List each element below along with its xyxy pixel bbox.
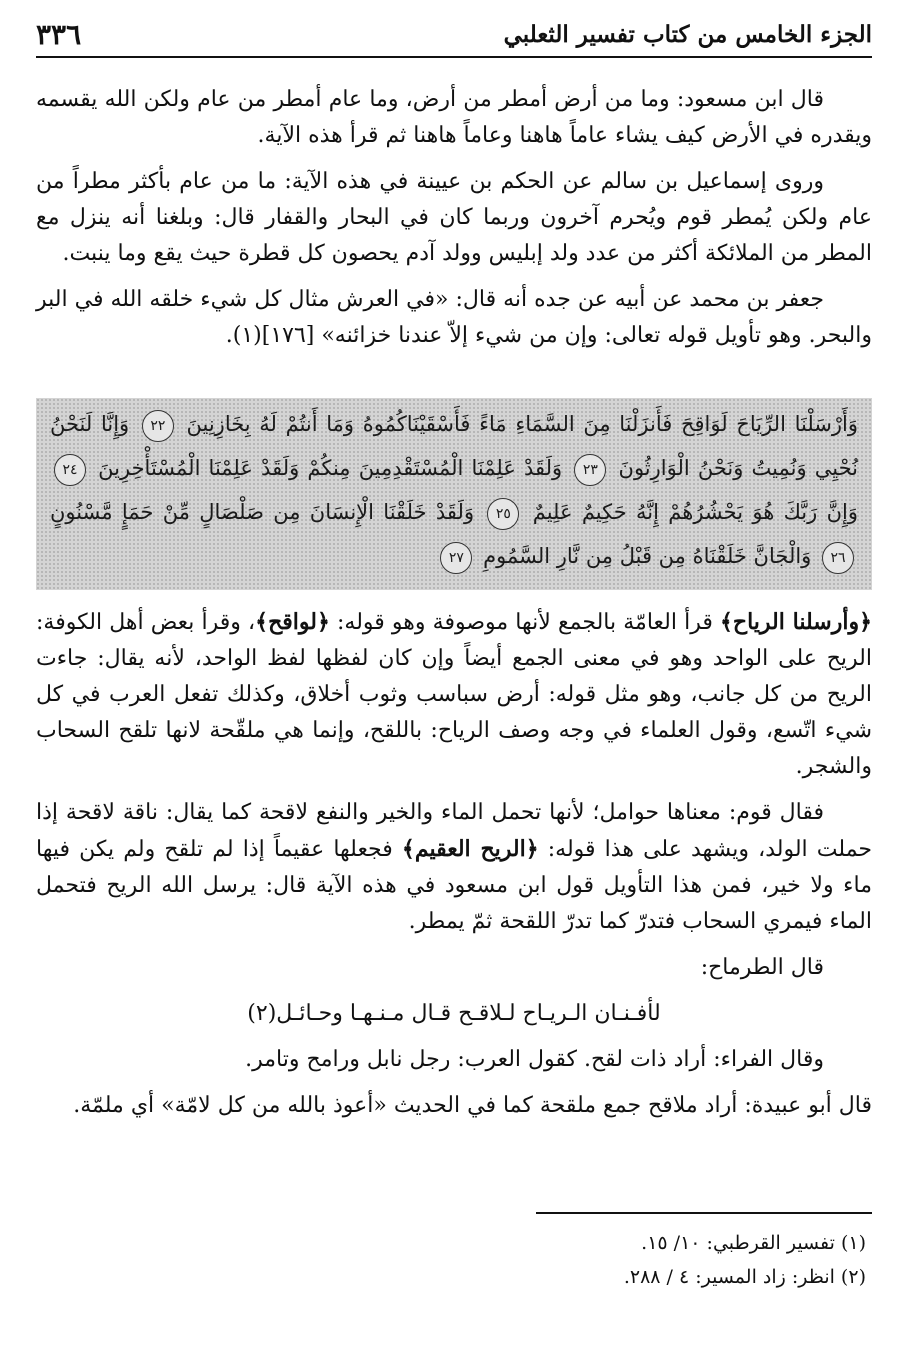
- quran-verses-box: [36, 398, 872, 590]
- verse-marker-24: ٢٤: [54, 454, 86, 486]
- verse-26: وَلَقَدْ خَلَقْنَا الْإِنسَانَ مِن صَلْصَالٍ مِّنْ حَمَإٍ مَّسْنُونٍ: [50, 500, 475, 524]
- verse-25: وَإِنَّ رَبَّكَ هُوَ يَحْشُرُهُمْ إِنَّهُ حَكِيمٌ عَلِيمٌ: [532, 500, 858, 524]
- quote-aqim: ﴿الريح العقيم﴾: [401, 836, 539, 862]
- verse-marker-27: ٢٧: [440, 542, 472, 574]
- paragraph-ismail: وروى إسماعيل بن سالم عن الحكم بن عيينة في هذه الآية: ما من عام بأكثر مطراً من عام ولكن يُمطر قوم ويُحرم آخرون وربما كان في البحار والقفار قال: وبلغنا أنه ينزل مع المطر من الملائكة أكثر من عدد ولد إبليس وولد آدم يحصون كل قطرة حيث يقع وما ينبت.: [36, 169, 872, 266]
- verse-marker-26: ٢٦: [822, 542, 854, 574]
- commentary-text: [36, 604, 872, 1134]
- footnote-rule: [536, 1212, 872, 1214]
- poem-verse: لأفـنـان الـريـاح لـلاقـح قـال مـنـهـا وحـائـل(٢): [247, 1001, 661, 1026]
- verse-marker-25: ٢٥: [487, 498, 519, 530]
- paragraph-abu-ubayda: قال أبو عبيدة: أراد ملاقح جمع ملقحة كما في الحديث «أعوذ بالله من كل لامّة» أي ملمّة.: [73, 1093, 872, 1118]
- footnote-1: (١) تفسير القرطبي: ١٠/ ١٥.: [641, 1232, 866, 1254]
- paragraph-ibn-masud: قال ابن مسعود: وما من أرض أمطر من أرض، وما عام أمطر من عام ولكن الله يقسمه ويقدره في الأرض كيف يشاء عاماً هاهنا وعاماً هاهنا ثم قرأ هذه الآية.: [36, 87, 872, 148]
- footnote-2: (٢) انظر: زاد المسير: ٤ / ٢٨٨.: [623, 1266, 866, 1288]
- verse-27: وَالْجَانَّ خَلَقْنَاهُ مِن قَبْلُ مِن نَّارِ السَّمُومِ: [483, 544, 812, 568]
- verse-marker-23: ٢٣: [574, 454, 606, 486]
- page-header: [36, 14, 872, 54]
- paragraph-winds: ﴿وأرسلنا الرياح﴾ قرأ العامّة بالجمع لأنها موصوفة وهو قوله: ﴿لواقح﴾، وقرأ بعض أهل الكوفة: الريح على الواحد وهو في معنى الجمع أيضاً وإن كان لفظها لفظ الواحد، لأنه يقال: جاءت الريح من كل جانب، وهو مثل قوله: أرض سباسب وثوب أخلاق، وكذلك تفعل العرب في كل شيء اتّسع، وقول العلماء في وجه وصف الرياح: باللقح، وإنما هي ملقّحة لانها تلقح السحاب والشجر.: [36, 609, 872, 779]
- footnotes: [36, 1226, 872, 1294]
- paragraph-jafar: جعفر بن محمد عن أبيه عن جده أنه قال: «في العرش مثال كل شيء خلقه الله في البر والبحر. وهو تأويل قوله تعالى: وإن من شيء إلاّ عندنا خزائنه» [١٧٦](١).: [36, 287, 872, 348]
- verse-22: وَأَرْسَلْنَا الرِّيَاحَ لَوَاقِحَ فَأَنزَلْنَا مِنَ السَّمَاءِ مَاءً فَأَسْقَيْنَاكُمُوهُ وَمَا أَنتُمْ لَهُ بِخَازِنِينَ: [186, 412, 858, 436]
- verse-24: وَلَقَدْ عَلِمْنَا الْمُسْتَقْدِمِينَ مِنكُمْ وَلَقَدْ عَلِمْنَا الْمُسْتَأْخِرِينَ: [98, 456, 563, 480]
- paragraph-farra: وقال الفراء: أراد ذات لقح. كقول العرب: رجل نابل ورامح وتامر.: [245, 1047, 824, 1072]
- verse-marker-22: ٢٢: [142, 410, 174, 442]
- paragraph-hawamil: فقال قوم: معناها حوامل؛ لأنها تحمل الماء والخير والنفع لاقحة كما يقال: ناقة لاقحة إذا حملت الولد، ويشهد على هذا قوله: ﴿الريح العقيم﴾ فجعلها عقيماً إذا لم تلقح ولم يكن فيها ماء ولا خير، فمن هذا التأويل قول ابن مسعود في هذه الآية قال: يرسل الله الريح فتحمل الماء فيمري السحاب فتدرّ كما تدرّ اللقحة ثمّ يمطر.: [36, 800, 873, 934]
- page-number: ٣٣٦: [36, 17, 82, 51]
- quote-lawaqih: ﴿لواقح﴾: [255, 609, 330, 635]
- running-title: الجزء الخامس من كتاب تفسير الثعلبي: [503, 20, 872, 48]
- verse-23: وَإِنَّا لَنَحْنُ نُحْيِي وَنُمِيتُ وَنَحْنُ الْوَارِثُونَ: [50, 412, 858, 480]
- header-rule: [36, 56, 872, 58]
- paragraph-tirimmah: قال الطرماح:: [700, 955, 824, 980]
- top-text: [36, 82, 872, 364]
- quote-arsalna: ﴿وأرسلنا الرياح﴾: [720, 609, 872, 635]
